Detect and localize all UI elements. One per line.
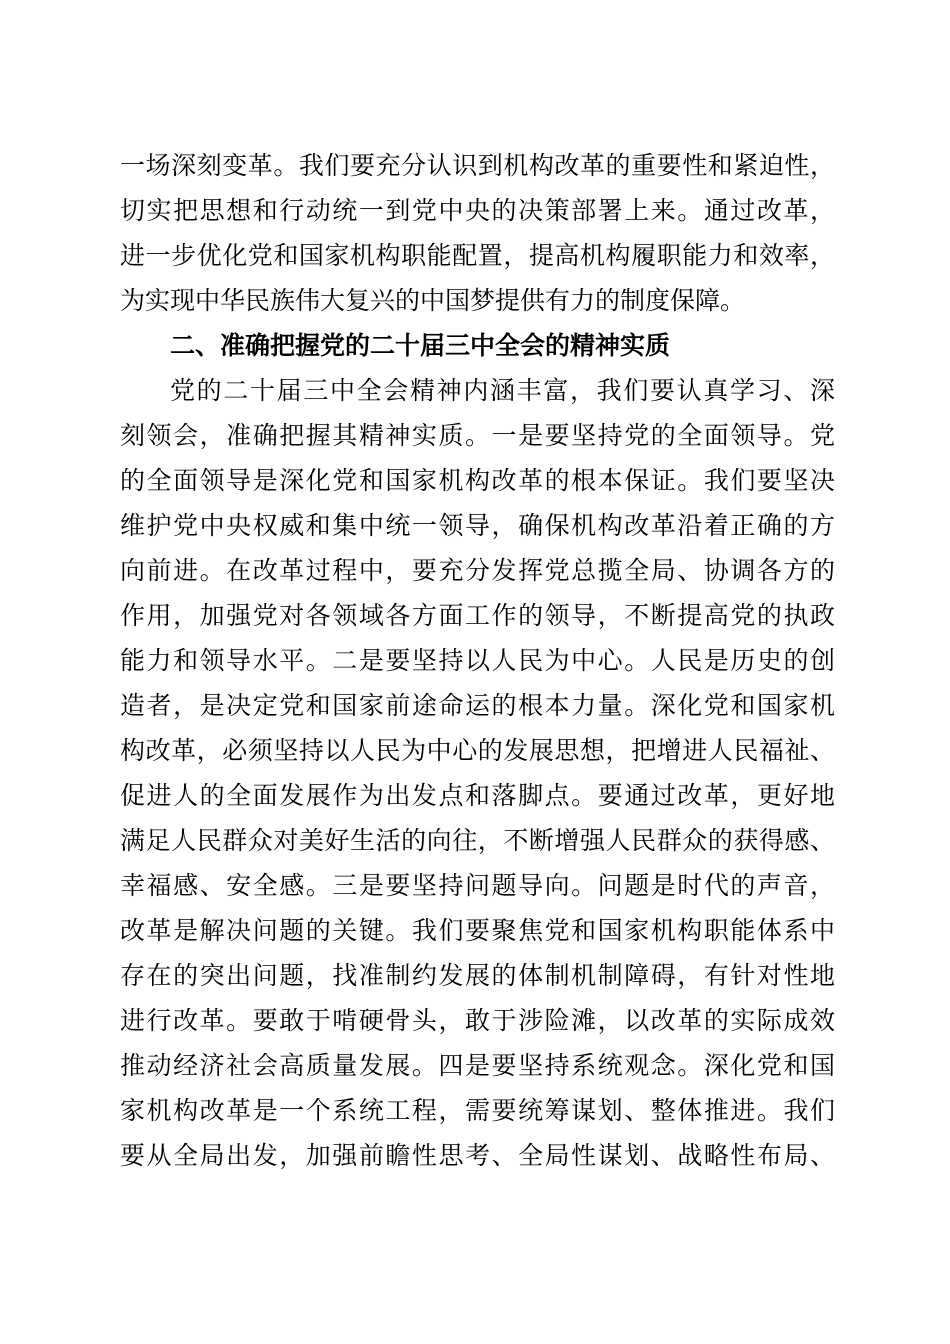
- paragraph-2-line-12: 幸福感、安全感。三是要坚持问题导向。问题是时代的声音，: [120, 871, 835, 900]
- paragraph-2-line-10: 促进人的全面发展作为出发点和落脚点。要通过改革，更好地: [120, 781, 835, 810]
- paragraph-2-line-9: 构改革，必须坚持以人民为中心的发展思想，把增进人民福祉、: [120, 736, 835, 765]
- paragraph-2-line-6: 作用，加强党对各领域各方面工作的领导，不断提高党的执政: [120, 601, 835, 630]
- paragraph-2-line-4: 维护党中央权威和集中统一领导，确保机构改革沿着正确的方: [120, 511, 835, 540]
- paragraph-2-line-17: 家机构改革是一个系统工程，需要统筹谋划、整体推进。我们: [120, 1096, 835, 1125]
- paragraph-2-line-5: 向前进。在改革过程中，要充分发挥党总揽全局、协调各方的: [120, 556, 835, 585]
- paragraph-2-line-15: 进行改革。要敢于啃硬骨头，敢于涉险滩，以改革的实际成效: [120, 1006, 835, 1035]
- paragraph-2-line-2: 刻领会，准确把握其精神实质。一是要坚持党的全面领导。党: [120, 421, 835, 450]
- paragraph-2-line-11: 满足人民群众对美好生活的向往，不断增强人民群众的获得感、: [120, 826, 835, 855]
- paragraph-1-line-4: 为实现中华民族伟大复兴的中国梦提供有力的制度保障。: [120, 286, 746, 315]
- paragraph-1-line-3: 进一步优化党和国家机构职能配置，提高机构履职能力和效率，: [120, 241, 835, 270]
- paragraph-1-line-1: 一场深刻变革。我们要充分认识到机构改革的重要性和紧迫性，: [120, 151, 835, 180]
- paragraph-2-line-16: 推动经济社会高质量发展。四是要坚持系统观念。深化党和国: [120, 1051, 835, 1080]
- paragraph-2-line-7: 能力和领导水平。二是要坚持以人民为中心。人民是历史的创: [120, 646, 835, 675]
- paragraph-2-line-3: 的全面领导是深化党和国家机构改革的根本保证。我们要坚决: [120, 466, 835, 495]
- paragraph-2-line-8: 造者，是决定党和国家前途命运的根本力量。深化党和国家机: [120, 691, 835, 720]
- section-2-heading: 二、准确把握党的二十届三中全会的精神实质: [170, 331, 671, 360]
- paragraph-1-line-2: 切实把思想和行动统一到党中央的决策部署上来。通过改革，: [120, 196, 835, 225]
- paragraph-2-line-18: 要从全局出发，加强前瞻性思考、全局性谋划、战略性布局、: [120, 1141, 835, 1170]
- paragraph-2-line-13: 改革是解决问题的关键。我们要聚焦党和国家机构职能体系中: [120, 916, 835, 945]
- paragraph-2-line-1: 党的二十届三中全会精神内涵丰富，我们要认真学习、深: [170, 376, 835, 405]
- paragraph-2-line-14: 存在的突出问题，找准制约发展的体制机制障碍，有针对性地: [120, 961, 835, 990]
